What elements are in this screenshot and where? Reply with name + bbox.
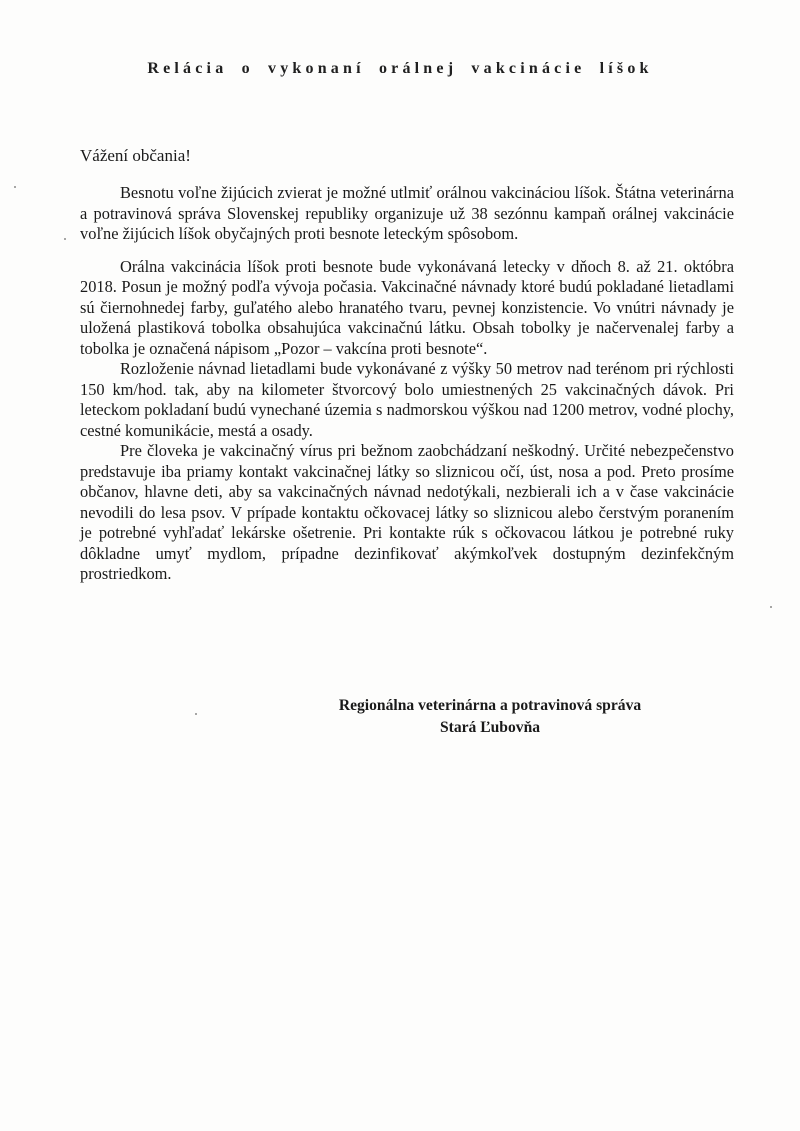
paragraph-safety: Pre človeka je vakcinačný vírus pri bežnom zaobchádzaní neškodný. Určité nebezpečenstvo predstavuje iba priamy kontakt vakcinačnej látky so sliznicou očí, úst, nosa a pod. Preto prosíme občanov, hlavne deti, aby sa vakcinačných návnad nedotýkali, nezbierali ich a v čase vakcinácie nevodili do lesa psov. V prípade kontaktu očkovacej látky so sliznicou alebo čerstvým poranením je potrebné vyhľadať lekárske ošetrenie. Pri kontakte rúk s očkovacou látkou je potrebné ruky dôkladne umyť mydlom, prípadne dezinfikovať akýmkoľvek dostupným dezinfekčným prostriedkom. [80, 441, 734, 583]
document-body [80, 183, 734, 585]
scan-speck [14, 186, 16, 188]
signature-block [262, 695, 718, 739]
paragraph-intro: Besnotu voľne žijúcich zvierat je možné utlmiť orálnou vakcináciou líšok. Štátna veterinárna a potravinová správa Slovenskej republiky organizuje už 38 sezónnu kampaň orálnej vakcinácie voľne žijúcich líšok obyčajných proti besnote leteckým spôsobom. [80, 183, 734, 243]
scan-speck [195, 713, 197, 715]
scan-speck [770, 606, 772, 608]
scan-speck [64, 238, 66, 240]
document-title: Relácia o vykonaní orálnej vakcinácie líšok [147, 60, 653, 77]
signature-organization: Regionálna veterinárna a potravinová správa [338, 697, 642, 714]
paragraph-schedule: Orálna vakcinácia líšok proti besnote bude vykonávaná letecky v dňoch 8. až 21. októbra 2018. Posun je možný podľa vývoja počasia. Vakcinačné návnady ktoré budú pokladané lietadlami sú čiernohnedej farby, guľatého alebo hranatého tvaru, pevnej konzistencie. Vo vnútri návnady je uložená plastiková tobolka obsahujúca vakcinačnú látku. Obsah tobolky je načervenalej farby a tobolka je označená nápisom „Pozor – vakcína proti besnote“. [80, 256, 734, 358]
salutation: Vážení občania! [80, 146, 191, 165]
paragraph-distribution: Rozloženie návnad lietadlami bude vykonávané z výšky 50 metrov nad terénom pri rýchlosti 150 km/hod. tak, aby na kilometer štvorcový bolo umiestnených 25 vakcinačných dávok. Pri leteckom pokladaní budú vynechané územia s nadmorskou výškou nad 1200 metrov, vodné plochy, cestné komunikácie, mestá a osady. [80, 359, 734, 440]
signature-location: Stará Ľubovňa [439, 719, 541, 736]
